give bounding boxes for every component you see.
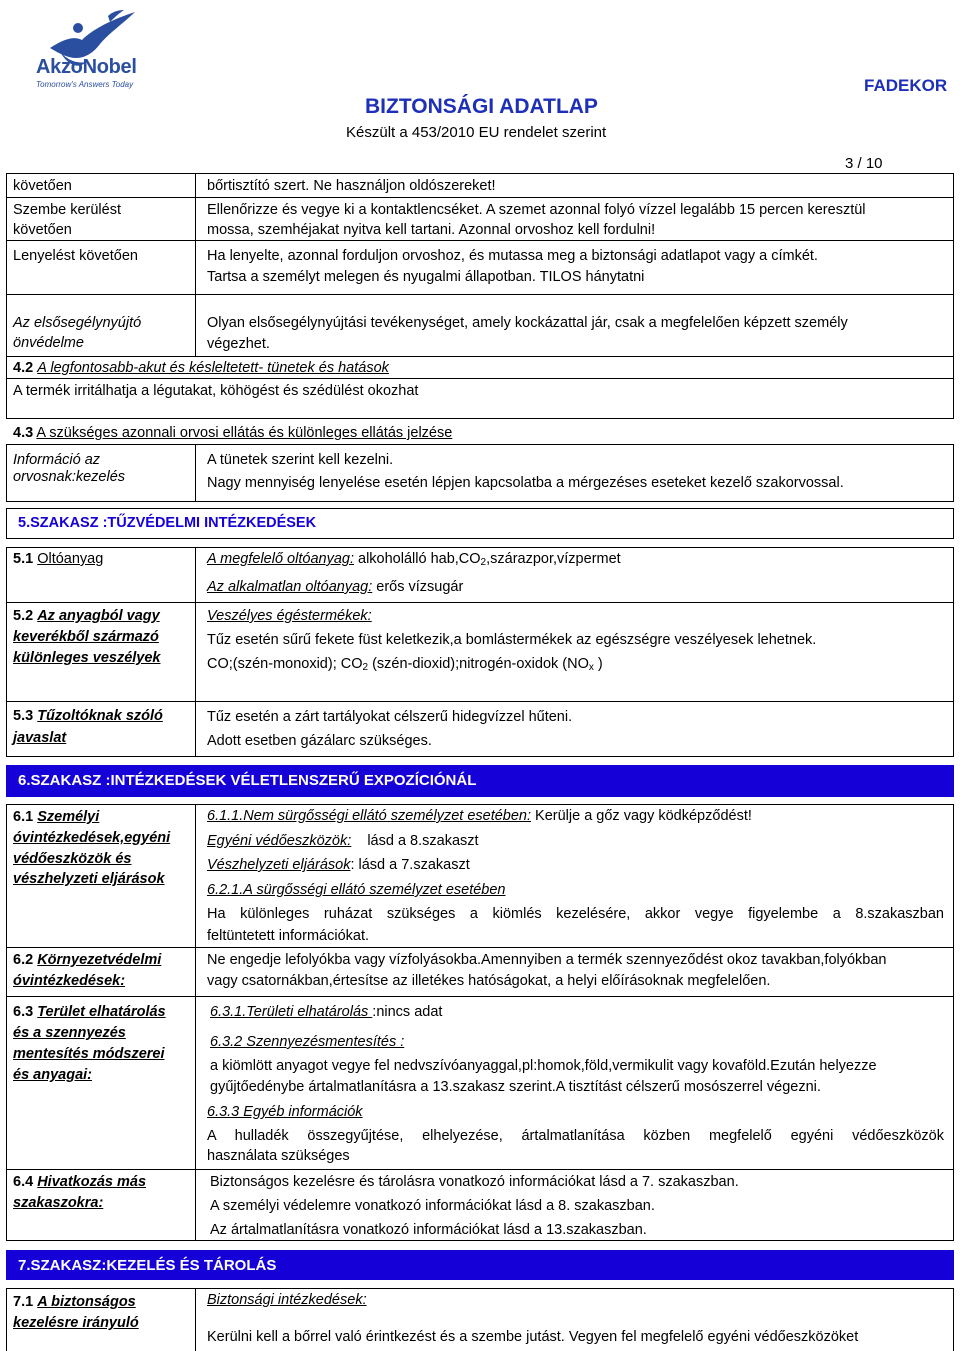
first-aid-label-skin: követően — [13, 178, 72, 194]
section-5-2-label: 5.2 Az anyagból vagy — [13, 608, 160, 624]
section-5-2-label-2: keverékből származó — [13, 629, 159, 645]
section-7-1-heading: Biztonsági intézkedések: — [207, 1292, 367, 1308]
document-title: BIZTONSÁGI ADATLAP — [365, 95, 598, 118]
section-4-3-text-2: Nagy mennyiség lenyelése esetén lépjen kapcsolatba a mérgezéses eseteket kezelő szakorvossal. — [207, 475, 844, 491]
section-4-3-label-2: orvosnak:kezelés — [13, 469, 126, 485]
section-4-2-text: A termék irritálhatja a légutakat, köhögést és szédülést okozhat — [13, 383, 419, 399]
section-5-2-label-3: különleges veszélyek — [13, 650, 161, 666]
section-6-3-label-3: mentesítés módszerei — [13, 1046, 165, 1062]
section-4-3-label: Információ az — [13, 452, 101, 468]
first-aid-label-eye: Szembe kerülést — [13, 202, 121, 218]
section-6-2-1-text-2: feltüntetett információkat. — [207, 928, 369, 944]
section-6-3-2-text-2: gyűjtőedénybe ártalmatlanításra a 13.szakasz szerint.A tisztítást célszerű mosószerrel végezni. — [210, 1079, 821, 1095]
section-7-1-text: Kerülni kell a bőrrel való érintkezést és a szembe jutást. Vegyen fel megfelelő egyéni védőeszközöket — [207, 1329, 859, 1345]
first-aid-text-self-protection: Olyan elsősegélynyújtási tevékenységet, amely kockázattal jár, csak a megfelelően képzett személy — [207, 315, 848, 331]
section-6-2-1-text: Ha különleges ruházat szükséges a kiömlés kezelésére, akkor vegye figyelembe a 8.szakaszban — [207, 906, 944, 922]
section-5-3-label: 5.3 Tűzoltóknak szóló — [13, 708, 163, 724]
first-aid-text-self-protection-2: végezhet. — [207, 336, 270, 352]
section-6-3-3: 6.3.3 Egyéb információk — [207, 1104, 363, 1120]
section-6-2-label: 6.2 Környezetvédelmi — [13, 952, 162, 968]
section-6-3-label-4: és anyagai: — [13, 1067, 92, 1083]
section-6-3-1: 6.3.1.Területi elhatárolás :nincs adat — [210, 1004, 443, 1020]
section-6-3-2-text: a kiömlött anyagot vegye fel nedvszívóanyaggal,pl:homok,föld,vermikulit vagy kovaföld.Ezután helyezze — [210, 1058, 877, 1074]
section-6-4-text-2: A személyi védelemre vonatkozó információkat lásd a 8. szakaszban. — [210, 1198, 655, 1214]
section-6-1-1: 6.1.1.Nem sürgősségi ellátó személyzet esetében: Kerülje a gőz vagy ködképződést! — [207, 808, 752, 824]
brand-name: AkzoNobel — [36, 56, 137, 78]
first-aid-label-ingestion: Lenyelést követően — [13, 248, 138, 264]
section-6-1-label-3: védőeszközök és — [13, 851, 132, 867]
product-name: FADEKOR — [864, 76, 948, 95]
section-6-4-label: 6.4 Hivatkozás más — [13, 1174, 147, 1190]
section-6-4-text-3: Az ártalmatlanításra vonatkozó információkat lásd a 13.szakaszban. — [210, 1222, 647, 1238]
section-6-1-label-4: vészhelyzeti eljárások — [13, 871, 165, 887]
section-6-1-ppe: Egyéni védőeszközök: lásd a 8.szakaszt — [207, 833, 479, 849]
first-aid-text-eye: Ellenőrizze és vegye ki a kontaktlencséket. A szemet azonnal folyó vízzel legalább 15 percen keresztül — [207, 202, 866, 218]
section-6-heading: 6.SZAKASZ :INTÉZKEDÉSEK VÉLETLENSZERŰ EXPOZÍCIÓNÁL — [6, 765, 954, 797]
section-6-4-text: Biztonságos kezelésre és tárolásra vonatkozó információkat lásd a 7. szakaszban. — [210, 1174, 739, 1190]
first-aid-label-self-protection-2: önvédelme — [13, 335, 84, 351]
section-6-2-label-2: óvintézkedések: — [13, 973, 126, 989]
section-5-3-label-2: javaslat — [13, 730, 67, 746]
first-aid-text-eye-2: mossa, szemhéjakat nyitva kell tartani. Azonnal orvoshoz kell fordulni! — [207, 222, 656, 238]
first-aid-label-eye-2: követően — [13, 222, 72, 238]
section-6-1-label: 6.1 Személyi — [13, 809, 100, 825]
section-4-3-heading: 4.3 A szükséges azonnali orvosi ellátás és különleges ellátás jelzése — [13, 425, 453, 441]
section-5-3-text-2: Adott esetben gázálarc szükséges. — [207, 733, 432, 749]
section-6-1-label-2: óvintézkedések,egyéni — [13, 830, 171, 846]
first-aid-text-ingestion: Ha lenyelte, azonnal forduljon orvoshoz, és mutassa meg a biztonsági adatlapot vagy a címkét. — [207, 248, 818, 264]
section-6-3-label-2: és a szennyezés — [13, 1025, 126, 1041]
section-6-2-text: Ne engedje lefolyókba vagy vízfolyásokba.Amennyiben a termék szennyeződést okoz tavakban,folyókban — [207, 952, 887, 968]
section-6-2-1: 6.2.1.A sürgősségi ellátó személyzet esetében — [207, 882, 506, 898]
section-6-4-label-2: szakaszokra: — [13, 1195, 104, 1211]
section-6-3-3-text-2: használata szükséges — [207, 1148, 350, 1164]
section-5-1-suitable: A megfelelő oltóanyag: alkoholálló $hab,CO_2,szárazpor,vízpermet$ — [207, 551, 621, 568]
section-6-3-label: 6.3 Terület elhatárolás — [13, 1004, 166, 1020]
section-5-1-unsuitable: Az alkalmatlan oltóanyag: erős vízsugár — [207, 579, 464, 595]
section-4-2-heading: 4.2 A legfontosabb-akut és késleltetett- tünetek és hatások — [13, 360, 389, 376]
section-5-heading: 5.SZAKASZ :TŰZVÉDELMI INTÉZKEDÉSEK — [18, 515, 317, 531]
section-6-1-emergency: Vészhelyzeti eljárások: lásd a 7.szakaszt — [207, 857, 470, 873]
section-6-3-3-text: A hulladék összegyűjtése, elhelyezése, ártalmatlanítása közben megfelelő egyéni védőeszközök — [207, 1128, 944, 1144]
section-7-heading: 7.SZAKASZ:KEZELÉS ÉS TÁROLÁS — [6, 1250, 954, 1280]
document-subtitle: Készült a 453/2010 EU rendelet szerint — [346, 124, 607, 141]
brand-tagline: Tomorrow's Answers Today — [36, 80, 134, 89]
section-5-2-text: Tűz esetén sűrű fekete füst keletkezik,a bomlástermékek az egészségre veszélyesek lehetnek. — [207, 632, 817, 648]
section-7-1-label: 7.1 A biztonságos — [13, 1294, 136, 1310]
section-5-1-label: 5.1 Oltóanyag — [13, 551, 104, 567]
page-number: 3 / 10 — [845, 155, 883, 172]
section-7-1-label-2: kezelésre irányuló — [13, 1315, 139, 1331]
first-aid-label-self-protection: Az elsősegélynyújtó — [13, 315, 142, 331]
first-aid-text-skin: bőrtisztító szert. Ne használjon oldószereket! — [207, 178, 496, 194]
section-5-2-heading: Veszélyes égéstermékek: — [207, 608, 372, 624]
section-6-2-text-2: vagy csatornákban,értesítse az illetékes hatóságokat, a helyi előírásoknak megfelelően. — [207, 973, 771, 989]
section-6-3-2: 6.3.2 Szennyezésmentesítés : — [210, 1034, 405, 1050]
section-5-3-text: Tűz esetén a zárt tartályokat célszerű hidegvízzel hűteni. — [207, 709, 573, 725]
first-aid-text-ingestion-2: Tartsa a személyt melegen és nyugalmi állapotban. TILOS hánytatni — [207, 269, 645, 285]
section-5-2-text-2: CO;(szén-monoxid); $CO_2$ (szén-dioxid);nitrogén-oxidok ($NO_x$ ) — [207, 656, 603, 673]
section-4-3-text: A tünetek szerint kell kezelni. — [207, 452, 394, 468]
